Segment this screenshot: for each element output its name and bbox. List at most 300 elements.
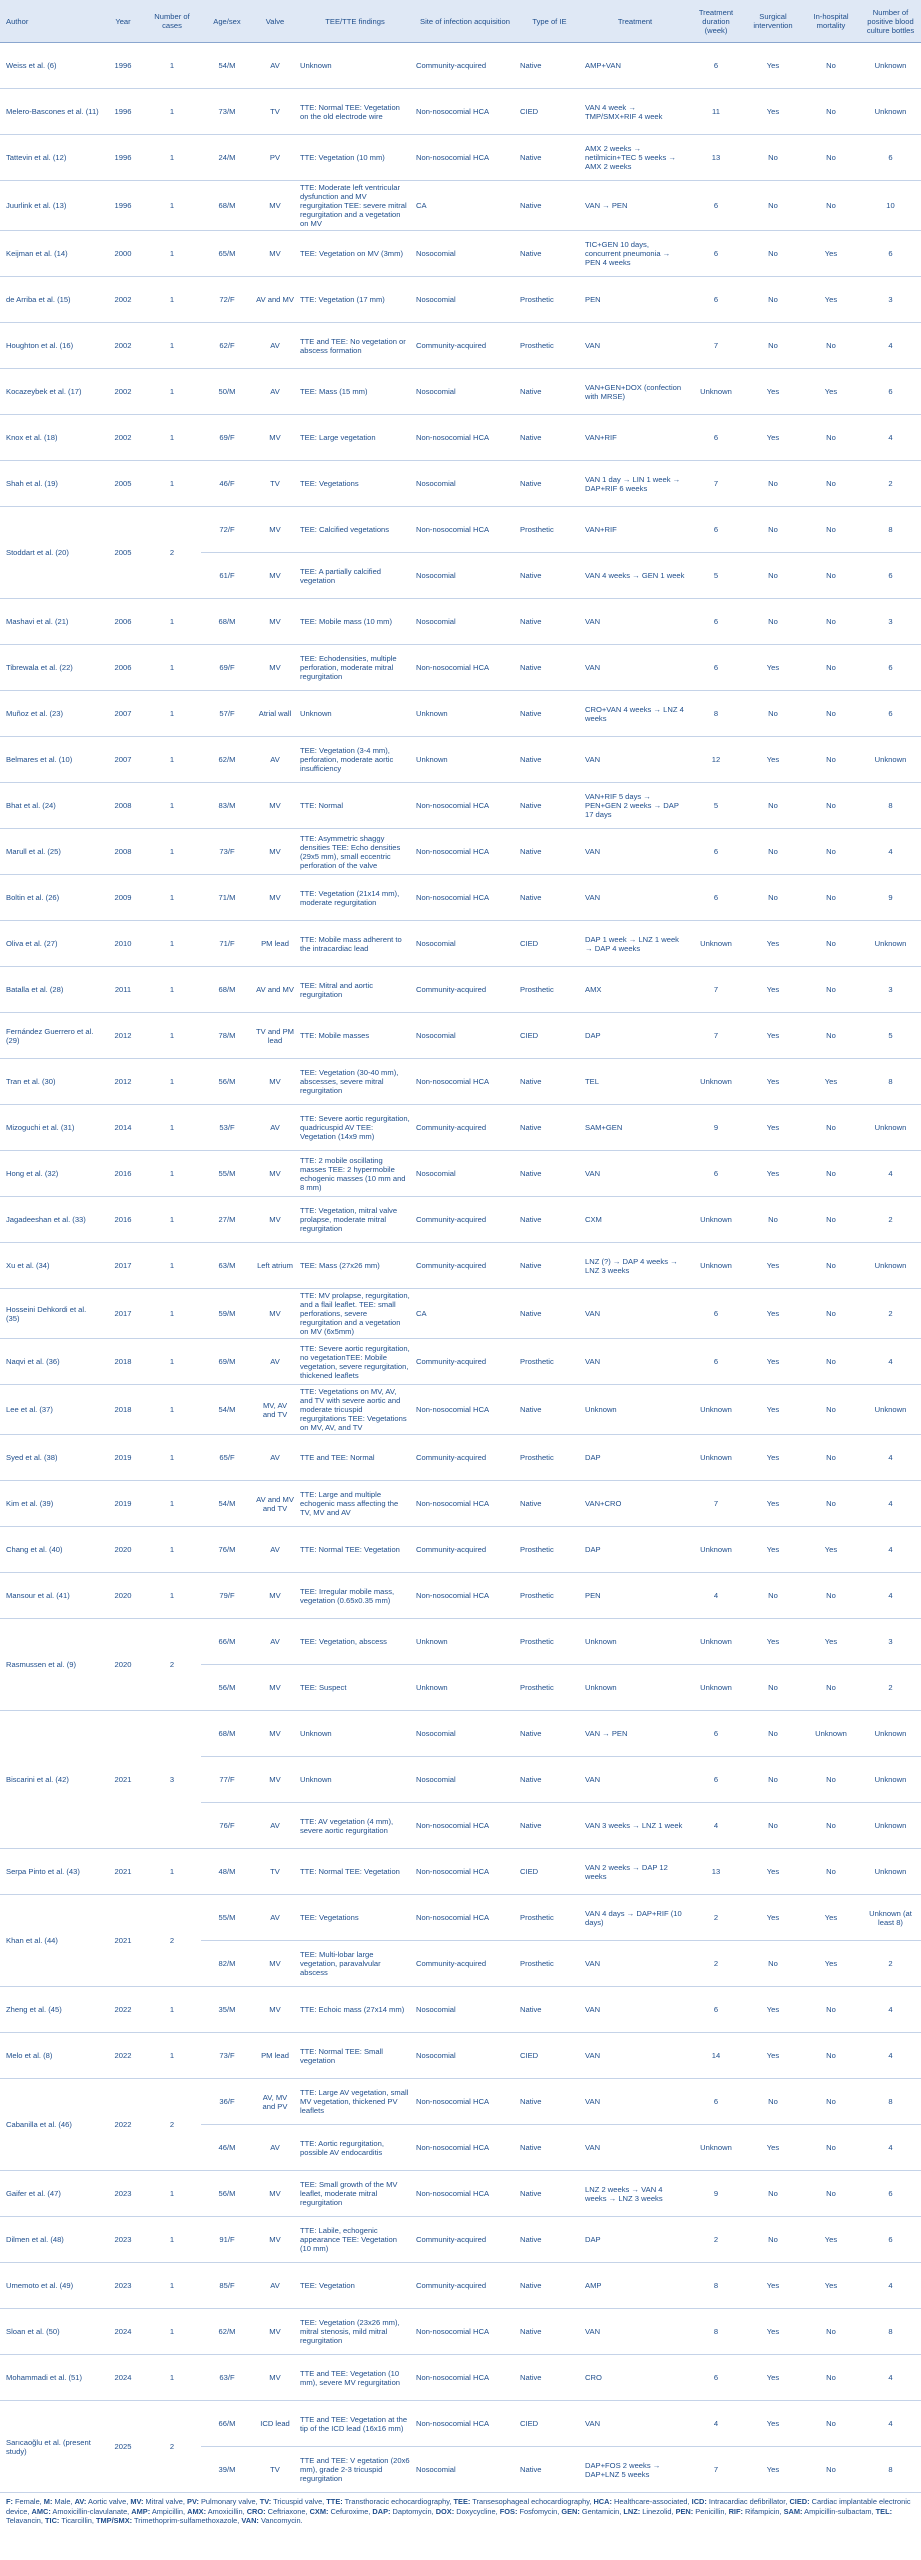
duration-cell: Unknown: [688, 1059, 744, 1105]
duration-cell: 2: [688, 2217, 744, 2263]
table-row: [0, 1105, 921, 1151]
footnote-entry: M: Male,: [43, 2497, 75, 2506]
surgery-cell: Yes: [744, 1243, 802, 1289]
site-cell: Non-nosocomial HCA: [413, 2125, 517, 2171]
mortality-cell: No: [802, 1339, 860, 1385]
footnote-entry: PV: Pulmonary valve,: [187, 2497, 260, 2506]
age-sex-cell: 69/F: [201, 415, 253, 461]
findings-cell: TEE: Mass (27x26 mm): [297, 1243, 413, 1289]
year-cell: 2022: [103, 2033, 143, 2079]
surgery-cell: Yes: [744, 2263, 802, 2309]
treatment-cell: SAM+GEN: [582, 1105, 688, 1151]
cases-cell: 1: [143, 231, 201, 277]
type-cell: Native: [517, 231, 582, 277]
findings-cell: TTE: Asymmetric shaggy densities TEE: Echo densities (29x5 mm), small eccentric perforation of the valve: [297, 829, 413, 875]
surgery-cell: Yes: [744, 89, 802, 135]
duration-cell: 4: [688, 1803, 744, 1849]
type-cell: Native: [517, 2263, 582, 2309]
treatment-cell: VAN: [582, 1987, 688, 2033]
treatment-cell: AMX 2 weeks → netilmicin+TEC 5 weeks → AMX 2 weeks: [582, 135, 688, 181]
surgery-cell: Yes: [744, 2355, 802, 2401]
year-cell: 2009: [103, 875, 143, 921]
table-row: [0, 875, 921, 921]
cases-cell: 1: [143, 875, 201, 921]
valve-cell: AV and MV: [253, 277, 297, 323]
site-cell: Nosocomial: [413, 2447, 517, 2493]
valve-cell: AV, MV and PV: [253, 2079, 297, 2125]
findings-cell: TTE: Vegetation (10 mm): [297, 135, 413, 181]
valve-cell: MV: [253, 1059, 297, 1105]
year-cell: 2016: [103, 1151, 143, 1197]
cases-cell: 1: [143, 829, 201, 875]
treatment-cell: DAP+FOS 2 weeks → DAP+LNZ 5 weeks: [582, 2447, 688, 2493]
author-cell: Tran et al. (30): [0, 1059, 103, 1105]
findings-cell: TTE: Aortic regurgitation, possible AV endocarditis: [297, 2125, 413, 2171]
year-cell: 2018: [103, 1385, 143, 1435]
surgery-cell: No: [744, 323, 802, 369]
duration-cell: 2: [688, 1941, 744, 1987]
mortality-cell: No: [802, 2355, 860, 2401]
site-cell: Non-nosocomial HCA: [413, 875, 517, 921]
mortality-cell: No: [802, 89, 860, 135]
type-cell: Prosthetic: [517, 1527, 582, 1573]
treatment-cell: VAN: [582, 1151, 688, 1197]
type-cell: Native: [517, 415, 582, 461]
findings-cell: TTE: Vegetations on MV, AV, and TV with severe aortic and moderate tricuspid regurgitations TEE: Vegetations on MV, AV, and TV: [297, 1385, 413, 1435]
author-cell: Kocazeybek et al. (17): [0, 369, 103, 415]
valve-cell: MV: [253, 599, 297, 645]
surgery-cell: No: [744, 875, 802, 921]
site-cell: Nosocomial: [413, 277, 517, 323]
treatment-cell: VAN+RIF: [582, 507, 688, 553]
header-author: Author: [0, 0, 103, 43]
findings-cell: TEE: Vegetation (3-4 mm), perforation, moderate aortic insufficiency: [297, 737, 413, 783]
mortality-cell: Yes: [802, 231, 860, 277]
author-cell: Melero-Bascones et al. (11): [0, 89, 103, 135]
header-findings: TEE/TTE findings: [297, 0, 413, 43]
cultures-cell: 2: [860, 461, 921, 507]
footnote-entry: AMP: Ampicillin,: [131, 2506, 188, 2516]
cases-cell: 1: [143, 2033, 201, 2079]
cases-cell: 1: [143, 461, 201, 507]
footnote-entry: VAN: Vancomycin.: [241, 2516, 303, 2525]
age-sex-cell: 83/M: [201, 783, 253, 829]
mortality-cell: No: [802, 553, 860, 599]
mortality-cell: Unknown: [802, 1711, 860, 1757]
table-row: [0, 323, 921, 369]
valve-cell: MV: [253, 1987, 297, 2033]
duration-cell: Unknown: [688, 1243, 744, 1289]
site-cell: Non-nosocomial HCA: [413, 1573, 517, 1619]
site-cell: Community-acquired: [413, 43, 517, 89]
surgery-cell: No: [744, 461, 802, 507]
table-row: [0, 2217, 921, 2263]
findings-cell: TEE: Vegetation (30-40 mm), abscesses, severe mitral regurgitation: [297, 1059, 413, 1105]
age-sex-cell: 68/M: [201, 599, 253, 645]
site-cell: Non-nosocomial HCA: [413, 1385, 517, 1435]
footnote-entry: FOS: Fosfomycin,: [499, 2506, 562, 2516]
site-cell: Nosocomial: [413, 461, 517, 507]
valve-cell: TV: [253, 2447, 297, 2493]
footnote-entry: F: Female,: [6, 2497, 44, 2506]
findings-cell: TEE: Large vegetation: [297, 415, 413, 461]
valve-cell: MV: [253, 1757, 297, 1803]
duration-cell: 6: [688, 599, 744, 645]
table-row: [0, 1527, 921, 1573]
table-footnote: [0, 2493, 921, 2530]
surgery-cell: Yes: [744, 2125, 802, 2171]
footnote-entry: GEN: Gentamicin,: [561, 2506, 624, 2516]
duration-cell: 8: [688, 691, 744, 737]
year-cell: 2002: [103, 323, 143, 369]
age-sex-cell: 55/M: [201, 1895, 253, 1941]
treatment-cell: VAN 4 week → TMP/SMX+RIF 4 week: [582, 89, 688, 135]
valve-cell: AV: [253, 323, 297, 369]
table-row: [0, 829, 921, 875]
age-sex-cell: 57/F: [201, 691, 253, 737]
duration-cell: 7: [688, 1013, 744, 1059]
site-cell: Community-acquired: [413, 1435, 517, 1481]
table-row: [0, 181, 921, 231]
header-cases: Number of cases: [143, 0, 201, 43]
author-cell: Xu et al. (34): [0, 1243, 103, 1289]
header-type: Type of IE: [517, 0, 582, 43]
cases-cell: 1: [143, 599, 201, 645]
age-sex-cell: 48/M: [201, 1849, 253, 1895]
treatment-cell: VAN 4 days → DAP+RIF (10 days): [582, 1895, 688, 1941]
valve-cell: AV: [253, 1105, 297, 1151]
table-row: [0, 2171, 921, 2217]
duration-cell: 12: [688, 737, 744, 783]
findings-cell: TTE: Normal TEE: Vegetation: [297, 1849, 413, 1895]
cultures-cell: 4: [860, 1573, 921, 1619]
age-sex-cell: 54/M: [201, 1481, 253, 1527]
type-cell: Prosthetic: [517, 1941, 582, 1987]
duration-cell: 6: [688, 1339, 744, 1385]
duration-cell: Unknown: [688, 2125, 744, 2171]
author-cell: Biscarini et al. (42): [0, 1711, 103, 1849]
type-cell: CIED: [517, 1013, 582, 1059]
surgery-cell: No: [744, 2171, 802, 2217]
treatment-cell: VAN: [582, 645, 688, 691]
author-cell: Mashavi et al. (21): [0, 599, 103, 645]
site-cell: Nosocomial: [413, 921, 517, 967]
findings-cell: TTE: Echoic mass (27x14 mm): [297, 1987, 413, 2033]
age-sex-cell: 63/M: [201, 1243, 253, 1289]
cultures-cell: 4: [860, 2355, 921, 2401]
valve-cell: MV: [253, 1289, 297, 1339]
type-cell: Native: [517, 1289, 582, 1339]
year-cell: 2024: [103, 2309, 143, 2355]
type-cell: Native: [517, 553, 582, 599]
duration-cell: 6: [688, 1289, 744, 1339]
age-sex-cell: 85/F: [201, 2263, 253, 2309]
findings-cell: TEE: Vegetation (23x26 mm), mitral stenosis, mild mitral regurgitation: [297, 2309, 413, 2355]
cases-cell: 1: [143, 1339, 201, 1385]
findings-cell: TTE: Moderate left ventricular dysfunction and MV regurgitation TEE: severe mitral regurgitation and a vegetation on MV: [297, 181, 413, 231]
cultures-cell: Unknown (at least 8): [860, 1895, 921, 1941]
findings-cell: TTE: Severe aortic regurgitation, no vegetationTEE: Mobile vegetation, severe regurgitation, thickened leaflets: [297, 1339, 413, 1385]
mortality-cell: No: [802, 645, 860, 691]
author-cell: Naqvi et al. (36): [0, 1339, 103, 1385]
site-cell: Nosocomial: [413, 231, 517, 277]
cases-cell: 1: [143, 1243, 201, 1289]
treatment-cell: DAP: [582, 2217, 688, 2263]
treatment-cell: Unknown: [582, 1665, 688, 1711]
treatment-cell: VAN: [582, 2309, 688, 2355]
findings-cell: TEE: Vegetation, abscess: [297, 1619, 413, 1665]
duration-cell: 14: [688, 2033, 744, 2079]
findings-cell: TTE: Normal: [297, 783, 413, 829]
surgery-cell: Yes: [744, 2309, 802, 2355]
table-row: [0, 737, 921, 783]
mortality-cell: No: [802, 1243, 860, 1289]
age-sex-cell: 68/M: [201, 181, 253, 231]
mortality-cell: No: [802, 1757, 860, 1803]
duration-cell: 6: [688, 829, 744, 875]
site-cell: Non-nosocomial HCA: [413, 135, 517, 181]
header-site: Site of infection acquisition: [413, 0, 517, 43]
site-cell: Non-nosocomial HCA: [413, 2401, 517, 2447]
mortality-cell: No: [802, 783, 860, 829]
findings-cell: TEE: A partially calcified vegetation: [297, 553, 413, 599]
site-cell: Nosocomial: [413, 1711, 517, 1757]
age-sex-cell: 35/M: [201, 1987, 253, 2033]
surgery-cell: Yes: [744, 1105, 802, 1151]
type-cell: Native: [517, 2217, 582, 2263]
cultures-cell: 10: [860, 181, 921, 231]
footnote-entry: TMP/SMX: Trimethoprim-sulfamethoxazole,: [95, 2516, 242, 2525]
age-sex-cell: 55/M: [201, 1151, 253, 1197]
findings-cell: TTE: Normal TEE: Vegetation: [297, 1527, 413, 1573]
findings-cell: TTE and TEE: Vegetation at the tip of the ICD lead (16x16 mm): [297, 2401, 413, 2447]
site-cell: CA: [413, 1289, 517, 1339]
mortality-cell: No: [802, 135, 860, 181]
table-row: [0, 507, 921, 553]
mortality-cell: No: [802, 599, 860, 645]
valve-cell: MV: [253, 829, 297, 875]
footnote-entry: CIED: Cardiac implantable electronic device,: [6, 2497, 911, 2516]
age-sex-cell: 63/F: [201, 2355, 253, 2401]
findings-cell: TTE: Vegetation (21x14 mm), moderate regurgitation: [297, 875, 413, 921]
treatment-cell: LNZ 2 weeks → VAN 4 weeks → LNZ 3 weeks: [582, 2171, 688, 2217]
cultures-cell: 4: [860, 1987, 921, 2033]
site-cell: Community-acquired: [413, 1339, 517, 1385]
surgery-cell: No: [744, 1941, 802, 1987]
findings-cell: TTE: Large AV vegetation, small MV vegetation, thickened PV leaflets: [297, 2079, 413, 2125]
table-row: [0, 1711, 921, 1757]
age-sex-cell: 54/M: [201, 43, 253, 89]
treatment-cell: Unknown: [582, 1619, 688, 1665]
year-cell: 2006: [103, 599, 143, 645]
surgery-cell: No: [744, 829, 802, 875]
site-cell: Non-nosocomial HCA: [413, 1059, 517, 1105]
cases-cell: 1: [143, 1573, 201, 1619]
cases-cell: 1: [143, 89, 201, 135]
author-cell: Belmares et al. (10): [0, 737, 103, 783]
cases-cell: 1: [143, 645, 201, 691]
year-cell: 2017: [103, 1243, 143, 1289]
cases-cell: 1: [143, 2171, 201, 2217]
footnote-entry: ICD: Intracardiac defibrillator,: [691, 2497, 790, 2506]
valve-cell: PM lead: [253, 921, 297, 967]
findings-cell: TEE: Small growth of the MV leaflet, moderate mitral regurgitation: [297, 2171, 413, 2217]
year-cell: 2023: [103, 2263, 143, 2309]
findings-cell: TEE: Multi-lobar large vegetation, paravalvular abscess: [297, 1941, 413, 1987]
mortality-cell: No: [802, 2447, 860, 2493]
duration-cell: Unknown: [688, 1435, 744, 1481]
duration-cell: 6: [688, 1987, 744, 2033]
year-cell: 2008: [103, 783, 143, 829]
mortality-cell: No: [802, 2033, 860, 2079]
surgery-cell: No: [744, 1711, 802, 1757]
age-sex-cell: 62/M: [201, 2309, 253, 2355]
year-cell: 2020: [103, 1573, 143, 1619]
cultures-cell: 4: [860, 1527, 921, 1573]
duration-cell: 4: [688, 2401, 744, 2447]
year-cell: 2020: [103, 1527, 143, 1573]
cases-cell: 1: [143, 1435, 201, 1481]
mortality-cell: Yes: [802, 2217, 860, 2263]
findings-cell: Unknown: [297, 691, 413, 737]
valve-cell: MV: [253, 1711, 297, 1757]
valve-cell: MV: [253, 1197, 297, 1243]
age-sex-cell: 73/M: [201, 89, 253, 135]
findings-cell: TEE: Irregular mobile mass, vegetation (0.65x0.35 mm): [297, 1573, 413, 1619]
cases-cell: 2: [143, 2401, 201, 2493]
duration-cell: 6: [688, 1711, 744, 1757]
cultures-cell: 5: [860, 1013, 921, 1059]
valve-cell: AV: [253, 1619, 297, 1665]
cultures-cell: Unknown: [860, 1105, 921, 1151]
valve-cell: MV: [253, 2309, 297, 2355]
cultures-cell: 6: [860, 691, 921, 737]
mortality-cell: No: [802, 415, 860, 461]
year-cell: 2019: [103, 1435, 143, 1481]
mortality-cell: No: [802, 1197, 860, 1243]
valve-cell: AV: [253, 1895, 297, 1941]
age-sex-cell: 27/M: [201, 1197, 253, 1243]
treatment-cell: AMX: [582, 967, 688, 1013]
duration-cell: 6: [688, 1757, 744, 1803]
treatment-cell: VAN 3 weeks → LNZ 1 week: [582, 1803, 688, 1849]
author-cell: Chang et al. (40): [0, 1527, 103, 1573]
surgery-cell: Yes: [744, 1151, 802, 1197]
cultures-cell: Unknown: [860, 737, 921, 783]
cases-cell: 2: [143, 2079, 201, 2171]
cases-cell: 1: [143, 1105, 201, 1151]
valve-cell: AV and MV and TV: [253, 1481, 297, 1527]
surgery-cell: Yes: [744, 1339, 802, 1385]
valve-cell: TV: [253, 461, 297, 507]
cases-cell: 1: [143, 967, 201, 1013]
valve-cell: PV: [253, 135, 297, 181]
valve-cell: Atrial wall: [253, 691, 297, 737]
author-cell: Boltin et al. (26): [0, 875, 103, 921]
surgery-cell: Yes: [744, 1619, 802, 1665]
cultures-cell: 6: [860, 553, 921, 599]
year-cell: 2025: [103, 2401, 143, 2493]
mortality-cell: No: [802, 1151, 860, 1197]
findings-cell: Unknown: [297, 1711, 413, 1757]
type-cell: Prosthetic: [517, 1665, 582, 1711]
valve-cell: AV: [253, 1435, 297, 1481]
duration-cell: 2: [688, 1895, 744, 1941]
cases-cell: 1: [143, 1059, 201, 1105]
treatment-cell: CRO: [582, 2355, 688, 2401]
site-cell: Non-nosocomial HCA: [413, 415, 517, 461]
surgery-cell: No: [744, 2217, 802, 2263]
age-sex-cell: 73/F: [201, 829, 253, 875]
age-sex-cell: 59/M: [201, 1289, 253, 1339]
age-sex-cell: 71/M: [201, 875, 253, 921]
treatment-cell: AMP: [582, 2263, 688, 2309]
type-cell: Native: [517, 1987, 582, 2033]
type-cell: Native: [517, 1151, 582, 1197]
footnote-entry: LNZ: Linezolid,: [623, 2506, 676, 2516]
type-cell: Native: [517, 135, 582, 181]
mortality-cell: Yes: [802, 1527, 860, 1573]
type-cell: Native: [517, 2079, 582, 2125]
mortality-cell: No: [802, 1849, 860, 1895]
age-sex-cell: 39/M: [201, 2447, 253, 2493]
mortality-cell: No: [802, 1987, 860, 2033]
treatment-cell: VAN: [582, 875, 688, 921]
findings-cell: TEE: Vegetations: [297, 1895, 413, 1941]
cultures-cell: Unknown: [860, 89, 921, 135]
mortality-cell: No: [802, 1481, 860, 1527]
findings-cell: TTE: Vegetation, mitral valve prolapse, moderate mitral regurgitation: [297, 1197, 413, 1243]
table-row: [0, 89, 921, 135]
site-cell: Nosocomial: [413, 2033, 517, 2079]
treatment-cell: VAN: [582, 1757, 688, 1803]
footnote-entry: AMC: Amoxicillin-clavulanate,: [31, 2506, 132, 2516]
valve-cell: MV: [253, 553, 297, 599]
valve-cell: MV: [253, 1941, 297, 1987]
age-sex-cell: 24/M: [201, 135, 253, 181]
cultures-cell: 4: [860, 1481, 921, 1527]
site-cell: Community-acquired: [413, 2217, 517, 2263]
cultures-cell: 6: [860, 135, 921, 181]
year-cell: 2000: [103, 231, 143, 277]
year-cell: 2006: [103, 645, 143, 691]
header-surgery: Surgical intervention: [744, 0, 802, 43]
treatment-cell: VAN: [582, 2079, 688, 2125]
duration-cell: 9: [688, 1105, 744, 1151]
treatment-cell: VAN: [582, 1289, 688, 1339]
surgery-cell: No: [744, 135, 802, 181]
footnote-entry: CXM: Cefuroxime,: [309, 2506, 373, 2516]
age-sex-cell: 53/F: [201, 1105, 253, 1151]
treatment-cell: LNZ (?) → DAP 4 weeks → LNZ 3 weeks: [582, 1243, 688, 1289]
table-row: [0, 1481, 921, 1527]
author-cell: Serpa Pinto et al. (43): [0, 1849, 103, 1895]
duration-cell: 13: [688, 135, 744, 181]
mortality-cell: No: [802, 1105, 860, 1151]
type-cell: CIED: [517, 2033, 582, 2079]
type-cell: Native: [517, 737, 582, 783]
type-cell: Native: [517, 1197, 582, 1243]
mortality-cell: No: [802, 691, 860, 737]
cases-cell: 1: [143, 921, 201, 967]
cultures-cell: 4: [860, 323, 921, 369]
age-sex-cell: 76/M: [201, 1527, 253, 1573]
type-cell: Native: [517, 1059, 582, 1105]
surgery-cell: No: [744, 507, 802, 553]
valve-cell: MV: [253, 1665, 297, 1711]
cases-cell: 1: [143, 2309, 201, 2355]
duration-cell: 8: [688, 2263, 744, 2309]
